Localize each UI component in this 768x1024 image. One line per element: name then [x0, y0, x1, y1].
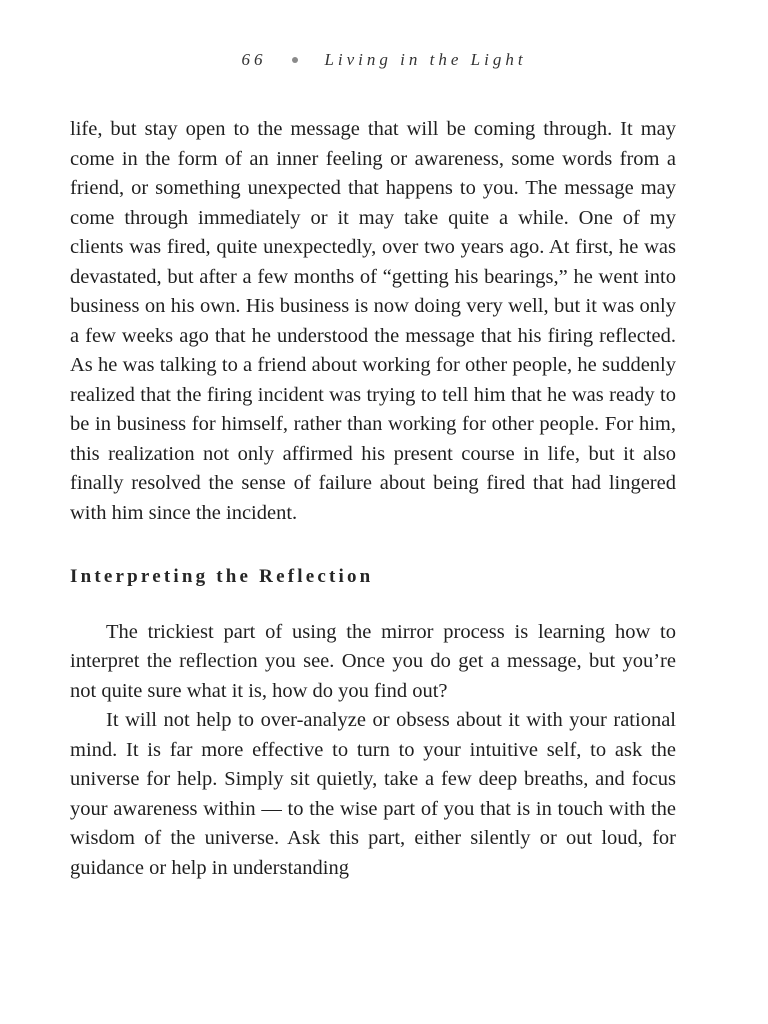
- bullet-separator-icon: [292, 57, 298, 63]
- paragraph-interpretation: The trickiest part of using the mirror process is learning how to interpret the reflection you see. Once you do get a message, but you’re not quite sure what it is, how do you find out?: [70, 620, 676, 702]
- page-number: 66: [241, 50, 267, 69]
- running-head: [0, 50, 768, 70]
- continued-paragraph: life, but stay open to the message that will be coming through. It may come in the form of an inner feeling or awareness, some words from a friend, or something unexpected that happens to you. The message may come through immediately or it may take quite a while. One of my clients was fired, quite unexpectedly, over two years ago. At first, he was devastated, but after a few months of “getting his bearings,” he went into business on his own. His business is now doing very well, but it was only a few weeks ago that he understood the message that his firing reflected. As he was talking to a friend about working for other people, he suddenly realized that the firing incident was trying to tell him that he was ready to be in business for himself, rather than working for other people. For him, this realization not only affirmed his present course in life, but it also finally resolved the sense of failure about being fired that had lingered with him since the incident.: [70, 118, 676, 524]
- running-title: Living in the Light: [324, 50, 527, 69]
- paragraph-intuition: It will not help to over-analyze or obsess about it with your rational mind. It is far more effective to turn to your intuitive self, to ask the universe for help. Simply sit quietly, take a few deep breaths, and focus your awareness within — to the wise part of you that is in touch with the wisdom of the universe. Ask this part, either silently or out loud, for guidance or help in understanding: [70, 709, 676, 879]
- body-text: [70, 115, 676, 883]
- section-heading: Interpreting the Reflection: [70, 566, 374, 587]
